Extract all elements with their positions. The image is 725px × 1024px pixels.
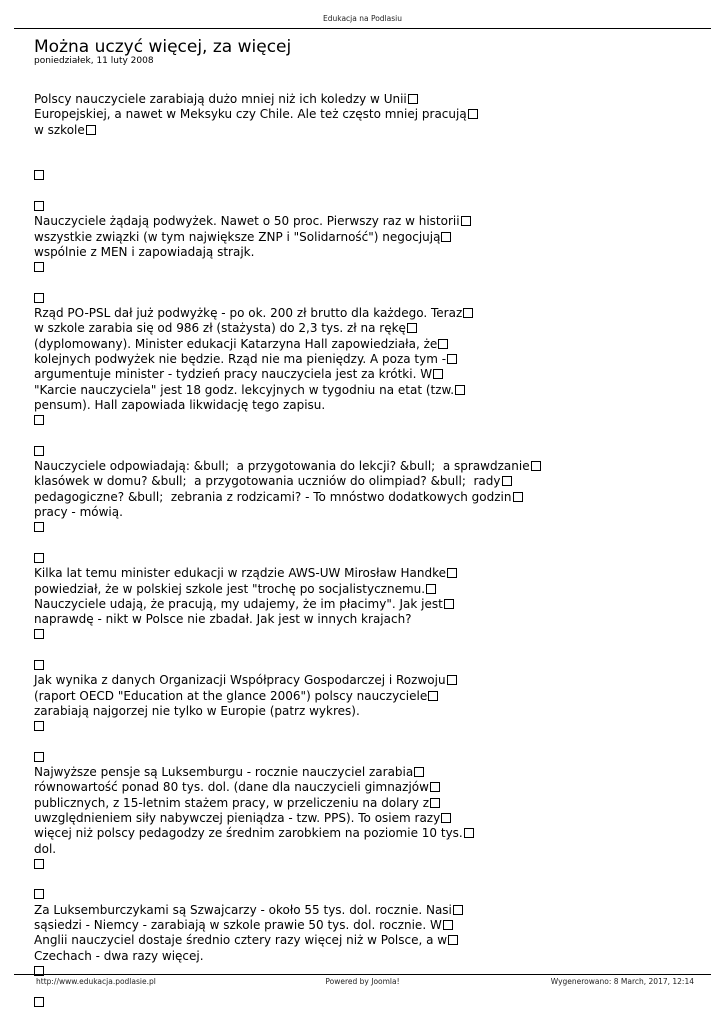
missing-glyph-box-icon: [34, 660, 44, 670]
missing-glyph-box-icon: [513, 492, 523, 502]
article-spacer-line: [34, 520, 694, 535]
article-spacer-line: [34, 627, 694, 642]
article-line-text: Kilka lat temu minister edukacji w rządzie AWS-UW Mirosław Handke: [34, 566, 447, 581]
article-line: [34, 597, 694, 612]
article-line-text: powiedział, że w polskiej szkole jest "trochę po socjalistycznemu.: [34, 581, 426, 596]
missing-glyph-box-icon: [444, 599, 454, 609]
article-line-text: Nauczyciele odpowiadają: &bull; a przygotowania do lekcji? &bull; a sprawdzanie: [34, 459, 530, 474]
missing-glyph-box-icon: [443, 920, 453, 930]
article-line-text: zarabiają najgorzej nie tylko w Europie (patrz wykres).: [34, 703, 360, 718]
missing-glyph-box-icon: [86, 125, 96, 135]
article-spacer-line: [34, 184, 694, 199]
article-line-text: wszystkie związki (w tym największe ZNP i "Solidarność") negocjują: [34, 229, 441, 244]
article-line-text: w szkole zarabia się od 986 zł (stażysta) do 2,3 tys. zł na rękę: [34, 321, 406, 336]
article-line: [34, 765, 694, 780]
article-spacer-line: [34, 536, 694, 551]
missing-glyph-box-icon: [464, 828, 474, 838]
article-spacer-line: [34, 734, 694, 749]
article-line-text: w szkole: [34, 122, 85, 137]
article-line-text: Czechach - dwa razy więcej.: [34, 948, 204, 963]
article-spacer-line: [34, 444, 694, 459]
missing-glyph-box-icon: [461, 216, 471, 226]
article-line: [34, 796, 694, 811]
footer-divider: [14, 974, 711, 975]
missing-glyph-box-icon: [531, 461, 541, 471]
article-line-text: pracy - mówią.: [34, 505, 123, 520]
article-line-text: Polscy nauczyciele zarabiają dużo mniej niż ich koledzy w Unii: [34, 92, 407, 106]
article-line: [34, 123, 694, 138]
article-line-text: pensum). Hall zapowiada likwidację tego zapisu.: [34, 397, 326, 412]
article-spacer-line: [34, 750, 694, 765]
article-line-text: kolejnych podwyżek nie będzie. Rząd nie ma pieniędzy. A poza tym -: [34, 352, 447, 367]
missing-glyph-box-icon: [34, 415, 44, 425]
missing-glyph-box-icon: [441, 813, 451, 823]
article-spacer-line: [34, 872, 694, 887]
missing-glyph-box-icon: [34, 293, 44, 303]
article-line-text: Nauczyciele żądają podwyżek. Nawet o 50 proc. Pierwszy raz w historii: [34, 214, 460, 229]
article-spacer-line: [34, 551, 694, 566]
article-spacer-line: [34, 658, 694, 673]
article-spacer-line: [34, 643, 694, 658]
missing-glyph-box-icon: [447, 675, 457, 685]
article-line: [34, 505, 694, 520]
missing-glyph-box-icon: [407, 323, 417, 333]
article-line: [34, 214, 694, 229]
missing-glyph-box-icon: [408, 94, 418, 104]
missing-glyph-box-icon: [34, 889, 44, 899]
article-line-text: równowartość ponad 80 tys. dol. (dane dla nauczycieli gimnazjów: [34, 780, 429, 795]
missing-glyph-box-icon: [34, 629, 44, 639]
article-line: [34, 459, 694, 474]
article-spacer-line: [34, 276, 694, 291]
article-spacer-line: [34, 199, 694, 214]
article-line: [34, 398, 694, 413]
missing-glyph-box-icon: [447, 568, 457, 578]
article-line: [34, 612, 694, 627]
article-line-text: (raport OECD "Education at the glance 2006") polscy nauczyciele: [34, 688, 428, 703]
article-line-text: publicznych, z 15-letnim stażem pracy, w przeliczeniu na dolary z: [34, 795, 429, 810]
missing-glyph-box-icon: [433, 369, 443, 379]
article-line: [34, 321, 694, 336]
article-spacer-line: [34, 887, 694, 902]
missing-glyph-box-icon: [414, 767, 424, 777]
missing-glyph-box-icon: [34, 859, 44, 869]
footer-generated-date: Wygenerowano: 8 March, 2017, 12:14: [550, 977, 694, 986]
site-header: Edukacja na Podlasiu: [322, 14, 402, 23]
missing-glyph-box-icon: [430, 782, 440, 792]
missing-glyph-box-icon: [426, 584, 436, 594]
article-line-text: argumentuje minister - tydzień pracy nauczyciela jest za krótki. W: [34, 367, 433, 382]
missing-glyph-box-icon: [463, 308, 473, 318]
footer-powered-by[interactable]: Powered by Joomla!: [325, 977, 400, 986]
article-spacer-line: [34, 153, 694, 168]
missing-glyph-box-icon: [448, 935, 458, 945]
article-spacer-line: [34, 168, 694, 183]
article-line: [34, 92, 694, 107]
article-spacer-line: [34, 857, 694, 872]
article-line: [34, 337, 694, 352]
article-line-text: "Karcie nauczyciela" jest 18 godz. lekcyjnych w tygodniu na etat (tzw.: [34, 382, 455, 397]
article-body: [34, 92, 694, 1010]
article-line: [34, 306, 694, 321]
article-line: [34, 490, 694, 505]
article-line: [34, 367, 694, 382]
article-line-text: Rząd PO-PSL dał już podwyżkę - po ok. 200 zł brutto dla każdego. Teraz: [34, 306, 463, 321]
missing-glyph-box-icon: [34, 262, 44, 272]
article-line: [34, 826, 694, 841]
missing-glyph-box-icon: [438, 339, 448, 349]
missing-glyph-box-icon: [34, 522, 44, 532]
article-line: [34, 582, 694, 597]
article-line: [34, 918, 694, 933]
article-line: [34, 566, 694, 581]
missing-glyph-box-icon: [441, 232, 451, 242]
article-line-text: dol.: [34, 841, 57, 856]
article-line: [34, 842, 694, 857]
footer-site-url[interactable]: http://www.edukacja.podlasie.pl: [36, 977, 156, 986]
article-line-text: naprawdę - nikt w Polsce nie zbadał. Jak jest w innych krajach?: [34, 612, 412, 627]
article-line: [34, 811, 694, 826]
article-line: [34, 949, 694, 964]
article-line-text: Jak wynika z danych Organizacji Współpracy Gospodarczej i Rozwoju: [34, 673, 446, 688]
article-line: [34, 903, 694, 918]
article-line: [34, 352, 694, 367]
missing-glyph-box-icon: [455, 385, 465, 395]
missing-glyph-box-icon: [430, 798, 440, 808]
article-line: [34, 780, 694, 795]
article-line-text: Za Luksemburczykami są Szwajcarzy - około 55 tys. dol. rocznie. Nasi: [34, 902, 452, 917]
missing-glyph-box-icon: [34, 446, 44, 456]
article-line-text: wspólnie z MEN i zapowiadają strajk.: [34, 244, 255, 259]
article-line-text: sąsiedzi - Niemcy - zarabiają w szkole prawie 50 tys. dol. rocznie. W: [34, 918, 442, 933]
missing-glyph-box-icon: [34, 170, 44, 180]
article-line: [34, 933, 694, 948]
article-line: [34, 689, 694, 704]
article-spacer-line: [34, 429, 694, 444]
missing-glyph-box-icon: [502, 476, 512, 486]
article-spacer-line: [34, 413, 694, 428]
article-title: Można uczyć więcej, za więcej: [34, 37, 292, 57]
missing-glyph-box-icon: [34, 752, 44, 762]
article-line-text: (dyplomowany). Minister edukacji Katarzyna Hall zapowiedziała, że: [34, 336, 438, 351]
article-line-text: Anglii nauczyciel dostaje średnio cztery razy więcej niż w Polsce, a w: [34, 933, 448, 948]
article-line-text: klasówek w domu? &bull; a przygotowania uczniów do olimpiad? &bull; rady: [34, 474, 501, 489]
missing-glyph-box-icon: [468, 109, 478, 119]
missing-glyph-box-icon: [34, 201, 44, 211]
article-spacer-line: [34, 138, 694, 153]
article-date: poniedziałek, 11 luty 2008: [34, 56, 154, 66]
article-line: [34, 704, 694, 719]
article-line-text: Europejskiej, a nawet w Meksyku czy Chile. Ale też często mniej pracują: [34, 107, 467, 122]
header-divider: [14, 28, 711, 29]
article-line-text: Nauczyciele udają, że pracują, my udajemy, że im płacimy". Jak jest: [34, 596, 443, 611]
article-line-text: Najwyższe pensje są Luksemburgu - rocznie nauczyciel zarabia: [34, 765, 414, 780]
article-line: [34, 230, 694, 245]
missing-glyph-box-icon: [34, 721, 44, 731]
article-spacer-line: [34, 995, 694, 1010]
article-line: [34, 383, 694, 398]
article-line: [34, 673, 694, 688]
article-line-text: uwzględnieniem siły nabywczej pieniądza - tzw. PPS). To osiem razy: [34, 810, 441, 825]
missing-glyph-box-icon: [428, 691, 438, 701]
article-line-text: więcej niż polscy pedagodzy ze średnim zarobkiem na poziomie 10 tys.: [34, 826, 463, 841]
article-line: [34, 474, 694, 489]
missing-glyph-box-icon: [447, 354, 457, 364]
article-line-text: pedagogiczne? &bull; zebrania z rodzicami? - To mnóstwo dodatkowych godzin: [34, 489, 512, 504]
missing-glyph-box-icon: [34, 553, 44, 563]
article-spacer-line: [34, 291, 694, 306]
article-spacer-line: [34, 719, 694, 734]
article-line: [34, 107, 694, 122]
missing-glyph-box-icon: [34, 997, 44, 1007]
article-line: [34, 245, 694, 260]
article-spacer-line: [34, 260, 694, 275]
missing-glyph-box-icon: [453, 905, 463, 915]
